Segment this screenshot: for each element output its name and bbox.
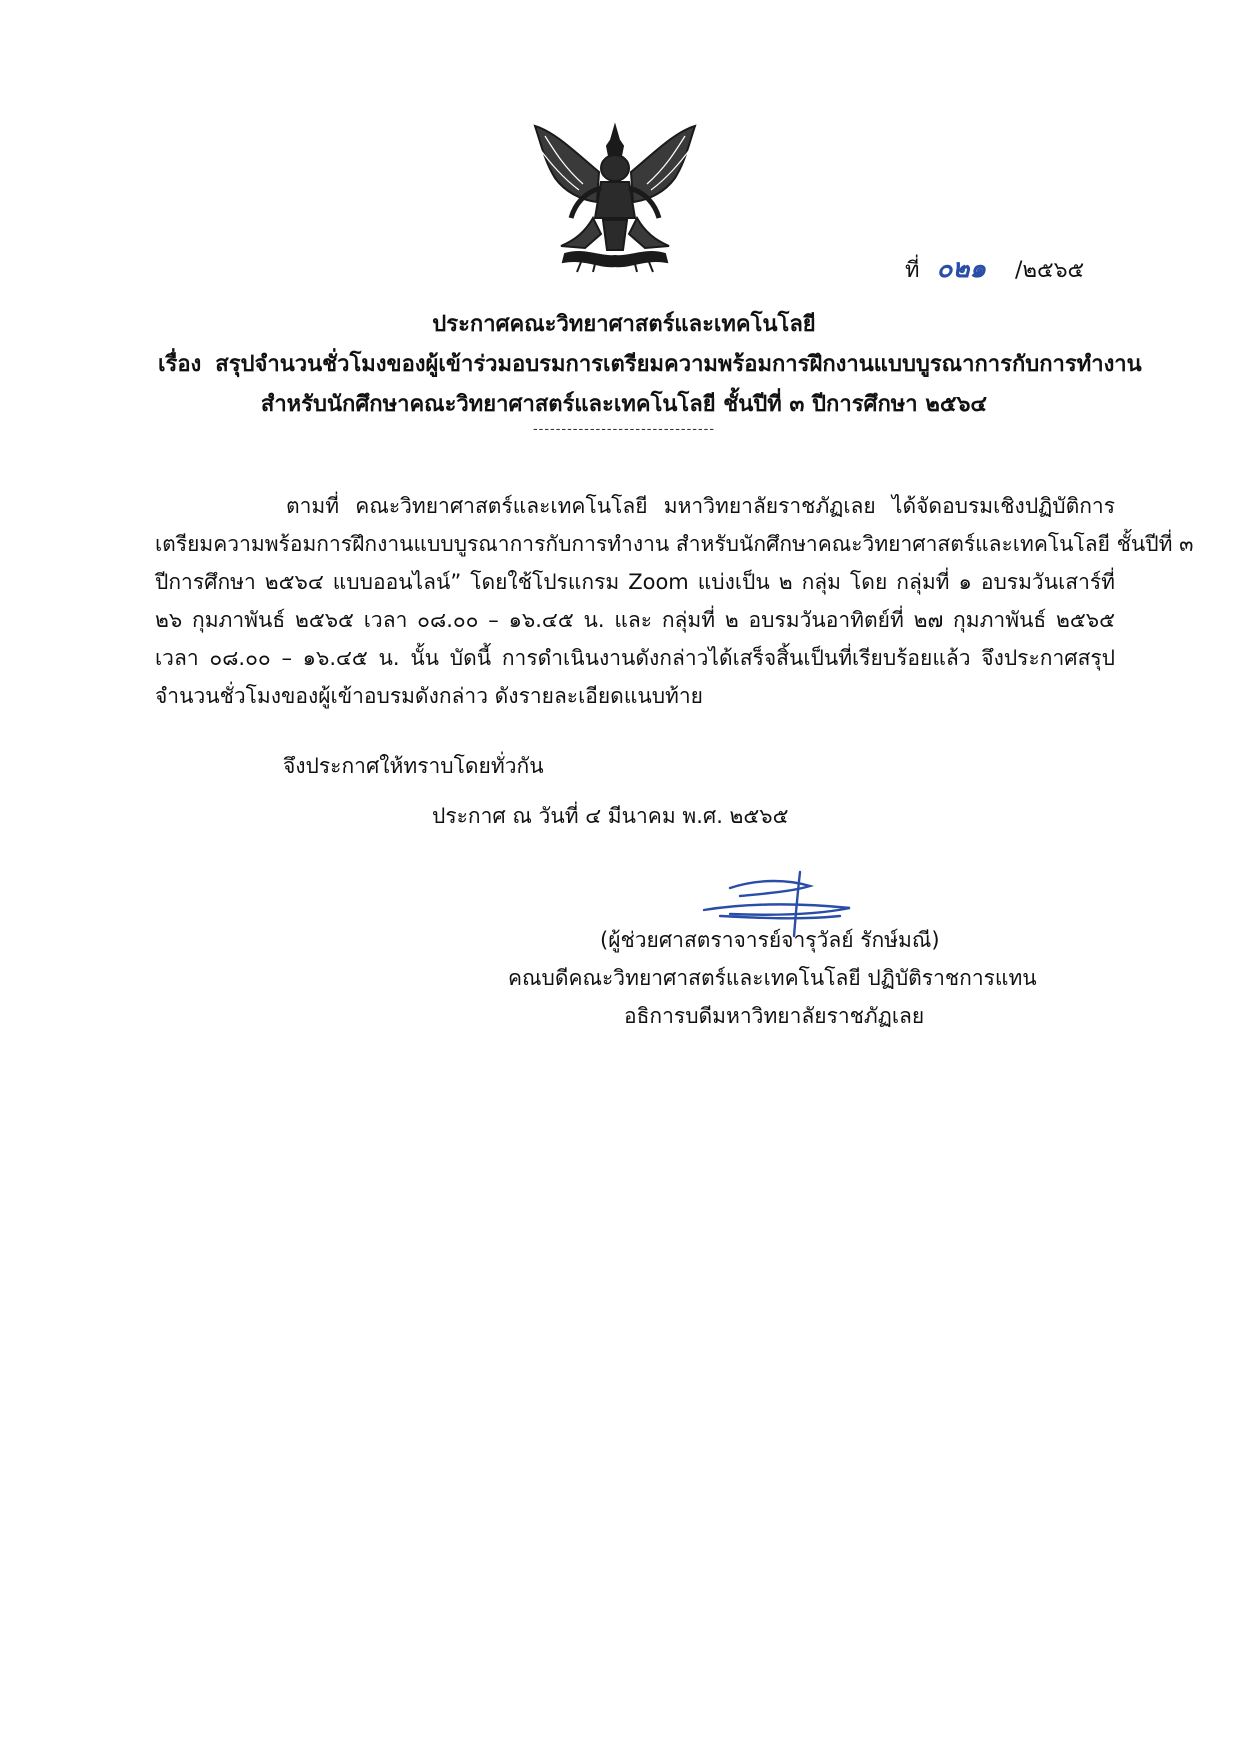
- signer-position-2: อธิการบดีมหาวิทยาลัยราชภัฏเลย: [624, 1004, 925, 1028]
- body-line-5: เวลา ๐๘.๐๐ – ๑๖.๔๕ น. นั้น บัดนี้ การดำเนินงานดังกล่าวได้เสร็จสิ้นเป็นที่เรียบร้อยแล้ว จึงประกาศสรุป: [155, 646, 1115, 670]
- signer-name: (ผู้ช่วยศาสตราจารย์จารุวัลย์ รักษ์มณี): [600, 928, 940, 952]
- body-line-3: ปีการศึกษา ๒๕๖๔ แบบออนไลน์” โดยใช้โปรแกรม Zoom แบ่งเป็น ๒ กลุ่ม โดย กลุ่มที่ ๑ อบรมวันเสาร์ที่: [155, 570, 1115, 594]
- signer-position-1: คณบดีคณะวิทยาศาสตร์และเทคโนโลยี ปฏิบัติราชการแทน: [508, 966, 1037, 990]
- subject-text-1: สรุปจำนวนชั่วโมงของผู้เข้าร่วมอบรมการเตรียมความพร้อมการฝึกงานแบบบูรณาการกับการทำงาน: [215, 352, 1142, 377]
- document-number-label: ที่: [905, 258, 920, 283]
- divider-rule: --------------------------------: [532, 422, 716, 437]
- body-line-6: จำนวนชั่วโมงของผู้เข้าอบรมดังกล่าว ดังรายละเอียดแนบท้าย: [155, 684, 703, 708]
- announcement-title: ประกาศคณะวิทยาศาสตร์และเทคโนโลยี: [432, 312, 816, 337]
- body-line-2: เตรียมความพร้อมการฝึกงานแบบบูรณาการกับการทำงาน สำหรับนักศึกษาคณะวิทยาศาสตร์และเทคโนโลยี ชั้นปีที่ ๓: [155, 532, 1194, 556]
- document-number: [905, 248, 1084, 289]
- body-line-1: ตามที่ คณะวิทยาศาสตร์และเทคโนโลยี มหาวิทยาลัยราชภัฏเลย ได้จัดอบรมเชิงปฏิบัติการ: [286, 494, 1115, 518]
- document-number-value: ๐๒๑: [936, 254, 987, 284]
- announcement-date: ประกาศ ณ วันที่ ๔ มีนาคม พ.ศ. ๒๕๖๕: [432, 804, 789, 828]
- subject-label: เรื่อง: [158, 352, 202, 377]
- announce-line: จึงประกาศให้ทราบโดยทั่วกัน: [283, 754, 544, 778]
- garuda-emblem-icon: [525, 122, 705, 274]
- document-number-year: /๒๕๖๕: [1015, 258, 1085, 283]
- subject-line-1: [158, 346, 1142, 381]
- subject-line-2: สำหรับนักศึกษาคณะวิทยาศาสตร์และเทคโนโลยี ชั้นปีที่ ๓ ปีการศึกษา ๒๕๖๔: [260, 392, 988, 417]
- body-line-4: ๒๖ กุมภาพันธ์ ๒๕๖๕ เวลา ๐๘.๐๐ – ๑๖.๔๕ น. และ กลุ่มที่ ๒ อบรมวันอาทิตย์ที่ ๒๗ กุมภาพันธ์ ๒๕๖๕: [155, 608, 1115, 632]
